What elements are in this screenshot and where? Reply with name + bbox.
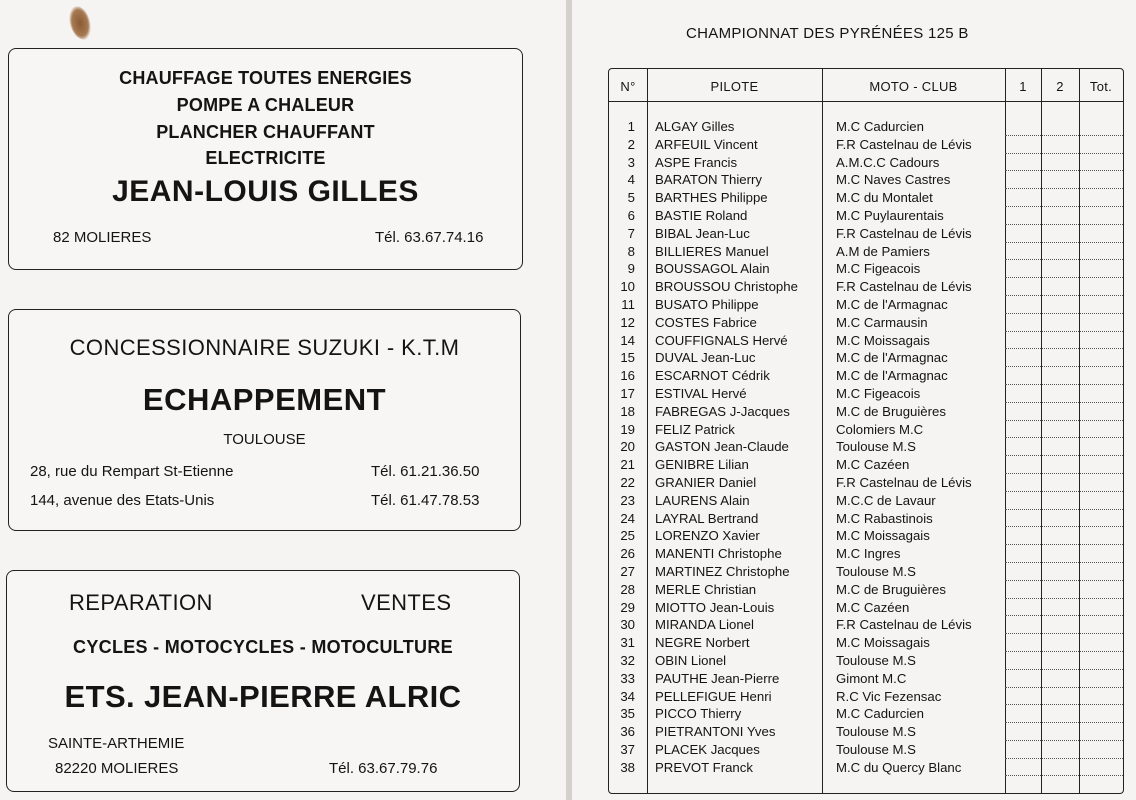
ad-company-name: ETS. JEAN-PIERRE ALRIC [64,679,462,714]
header-pilot: PILOTE [710,79,759,94]
score-line [1005,154,1123,172]
table-row [609,527,1123,545]
row-pilot: ASPE Francis [655,154,738,170]
row-club: Colomiers M.C [836,421,924,437]
table-row [609,225,1123,243]
stain-mark [67,4,94,41]
row-number: 1 [627,119,635,134]
row-pilot: FABREGAS J-Jacques [655,403,790,419]
row-pilot: MIRANDA Lionel [655,617,754,633]
row-number: 34 [620,688,635,704]
row-number: 26 [620,546,635,562]
score-line [1005,136,1123,154]
row-number: 23 [620,492,635,508]
row-club: R.C Vic Fezensac [836,688,942,704]
ad-town: SAINTE-ARTHEMIE [48,735,185,752]
row-club: M.C Moissagais [836,635,930,651]
table-row [609,634,1123,652]
row-club: M.C Cadurcien [836,706,924,722]
row-pilot: COUFFIGNALS Hervé [655,332,788,348]
score-line [1005,474,1123,492]
row-number: 10 [620,279,635,295]
score-line [1005,545,1123,563]
table-row [609,723,1123,741]
ad-address: 144, avenue des Etats-Unis [30,492,215,509]
row-pilot: GENIBRE Lilian [655,457,749,473]
row-club: M.C de l'Armagnac [836,296,948,312]
row-pilot: LORENZO Xavier [655,528,760,544]
row-number: 18 [620,403,635,419]
row-pilot: ESCARNOT Cédrik [655,368,770,384]
row-pilot: PICCO Thierry [655,706,742,722]
table-row [609,616,1123,634]
ad-phone: Tél. 61.21.36.50 [371,463,480,480]
row-club: M.C.C de Lavaur [836,492,936,508]
row-club: Toulouse M.S [836,652,916,668]
row-club: M.C de l'Armagnac [836,368,948,384]
row-number: 15 [620,350,635,366]
ad-line: ELECTRICITE [205,148,326,168]
row-pilot: LAYRAL Bertrand [655,510,759,526]
score-line [1005,652,1123,670]
score-line [1005,349,1123,367]
table-row [609,136,1123,154]
table-row [609,492,1123,510]
row-club: Toulouse M.S [836,439,916,455]
ad-headline: CONCESSIONNAIRE SUZUKI - K.T.M [69,335,460,360]
row-pilot: MIOTTO Jean-Louis [655,599,775,615]
row-club: Toulouse M.S [836,563,916,579]
score-line [1005,741,1123,759]
row-number: 38 [620,759,635,775]
ad-line: PLANCHER CHAUFFANT [156,122,375,142]
row-club: M.C Naves Castres [836,172,951,188]
score-line [1005,563,1123,581]
row-club: M.C du Quercy Blanc [836,759,962,775]
score-line [1005,189,1123,207]
row-club: Toulouse M.S [836,741,916,757]
left-page [0,0,566,800]
row-pilot: BUSATO Philippe [655,296,759,312]
row-number: 24 [620,510,635,526]
header-divider [609,101,1123,102]
score-line [1005,705,1123,723]
ad-company-name: JEAN-LOUIS GILLES [112,175,419,208]
row-number: 4 [627,172,635,188]
table-row [609,189,1123,207]
score-line [1005,278,1123,296]
row-number: 25 [620,528,635,544]
ad-right-word: VENTES [361,590,452,615]
row-pilot: MARTINEZ Christophe [655,563,790,579]
table-row [609,421,1123,439]
row-pilot: LAURENS Alain [655,492,750,508]
score-line [1005,581,1123,599]
score-line [1005,616,1123,634]
row-number: 9 [627,261,635,277]
row-club: F.R Castelnau de Lévis [836,225,972,241]
table-row [609,474,1123,492]
page-title: CHAMPIONNAT DES PYRÉNÉES 125 B [686,25,969,42]
row-number: 8 [627,243,635,259]
table-row [609,670,1123,688]
score-line [1005,688,1123,706]
row-club: F.R Castelnau de Lévis [836,474,972,490]
score-line [1005,118,1123,136]
table-row [609,652,1123,670]
row-number: 28 [620,581,635,597]
row-club: M.C de l'Armagnac [836,350,948,366]
table-body [609,118,1123,776]
table-row [609,545,1123,563]
row-club: M.C Moissagais [836,332,930,348]
row-club: Gimont M.C [836,670,907,686]
row-number: 17 [620,385,635,401]
row-number: 3 [627,154,635,170]
row-number: 31 [620,635,635,651]
header-run-2: 2 [1056,79,1064,94]
score-line [1005,759,1123,777]
row-pilot: ARFEUIL Vincent [655,136,758,152]
row-pilot: BROUSSOU Christophe [655,279,798,295]
row-pilot: DUVAL Jean-Luc [655,350,756,366]
row-club: M.C du Montalet [836,190,933,206]
score-line [1005,296,1123,314]
ad-left-word: REPARATION [69,590,213,615]
row-club: M.C Figeacois [836,261,921,277]
row-club: F.R Castelnau de Lévis [836,136,972,152]
table-row [609,688,1123,706]
row-pilot: PELLEFIGUE Henri [655,688,772,704]
row-club: Toulouse M.S [836,724,916,740]
header-num: N° [620,79,636,94]
row-pilot: BILLIERES Manuel [655,243,769,259]
row-club: A.M de Pamiers [836,243,930,259]
row-pilot: COSTES Fabrice [655,314,757,330]
row-club: F.R Castelnau de Lévis [836,617,972,633]
row-club: M.C Cadurcien [836,119,924,134]
table-row [609,705,1123,723]
table-row [609,438,1123,456]
row-number: 22 [620,474,635,490]
row-pilot: GASTON Jean-Claude [655,439,789,455]
row-number: 29 [620,599,635,615]
score-line [1005,527,1123,545]
score-line [1005,670,1123,688]
row-pilot: PAUTHE Jean-Pierre [655,670,780,686]
row-number: 6 [627,207,635,223]
row-number: 11 [621,296,635,312]
table-row [609,332,1123,350]
score-line [1005,171,1123,189]
table-row [609,563,1123,581]
table-row [609,207,1123,225]
table-row [609,296,1123,314]
header-run-1: 1 [1019,79,1027,94]
row-club: M.C Ingres [836,546,901,562]
score-line [1005,225,1123,243]
row-club: M.C Puylaurentais [836,207,944,223]
ad-phone: Tél. 63.67.79.76 [329,760,438,777]
row-number: 37 [620,741,635,757]
table-row [609,367,1123,385]
score-line [1005,314,1123,332]
row-pilot: PLACEK Jacques [655,741,760,757]
table-row [609,154,1123,172]
row-pilot: BARATON Thierry [655,172,762,188]
row-pilot: ESTIVAL Hervé [655,385,747,401]
table-row [609,456,1123,474]
ad-line: CHAUFFAGE TOUTES ENERGIES [119,68,412,88]
row-number: 5 [627,190,635,206]
score-line [1005,438,1123,456]
table-row [609,581,1123,599]
score-line [1005,332,1123,350]
row-pilot: GRANIER Daniel [655,474,757,490]
score-line [1005,634,1123,652]
row-number: 20 [620,439,635,455]
row-number: 19 [620,421,635,437]
score-line [1005,367,1123,385]
row-number: 14 [620,332,635,348]
row-club: M.C Carmausin [836,314,928,330]
row-number: 33 [620,670,635,686]
row-number: 7 [627,225,635,241]
table-row [609,118,1123,136]
score-line [1005,723,1123,741]
row-pilot: FELIZ Patrick [655,421,735,437]
row-pilot: ALGAY Gilles [655,119,735,134]
row-number: 27 [620,563,635,579]
row-club: M.C Rabastinois [836,510,933,526]
row-pilot: PIETRANTONI Yves [655,724,776,740]
ad-line: POMPE A CHALEUR [176,95,355,115]
score-line [1005,456,1123,474]
ad-phone: Tél. 63.67.74.16 [375,229,484,246]
table-row [609,510,1123,528]
score-line [1005,510,1123,528]
score-line [1005,403,1123,421]
row-pilot: BOUSSAGOL Alain [655,261,770,277]
row-club: F.R Castelnau de Lévis [836,279,972,295]
table-row [609,243,1123,261]
row-pilot: NEGRE Norbert [655,635,750,651]
row-pilot: OBIN Lionel [655,652,727,668]
row-number: 2 [627,136,635,152]
row-club: M.C Moissagais [836,528,930,544]
ad-zip-city: 82220 MOLIERES [55,760,179,777]
ad-jean-pierre-alric [6,570,520,792]
row-number: 21 [620,457,635,473]
table-row [609,171,1123,189]
score-line [1005,492,1123,510]
ad-echappement [8,309,521,531]
row-club: A.M.C.C Cadours [836,154,940,170]
right-page [572,0,1136,800]
score-line [1005,260,1123,278]
table-row [609,385,1123,403]
ad-phone: Tél. 61.47.78.53 [371,492,480,509]
row-pilot: BASTIE Roland [655,207,748,223]
table-row [609,403,1123,421]
row-number: 30 [620,617,635,633]
ad-city: 82 MOLIERES [53,229,152,246]
row-club: M.C Figeacois [836,385,921,401]
ad-subline: CYCLES - MOTOCYCLES - MOTOCULTURE [73,637,453,657]
row-number: 35 [620,706,635,722]
header-total: Tot. [1089,79,1113,94]
row-number: 32 [620,652,635,668]
score-line [1005,207,1123,225]
score-line [1005,243,1123,261]
ad-address: 28, rue du Rempart St-Etienne [30,463,234,480]
row-pilot: MANENTI Christophe [655,546,782,562]
row-number: 16 [620,368,635,384]
row-pilot: MERLE Christian [655,581,757,597]
row-pilot: PREVOT Franck [655,759,753,775]
score-line [1005,385,1123,403]
table-row [609,260,1123,278]
table-row [609,741,1123,759]
row-club: M.C de Bruguières [836,403,946,419]
row-club: M.C Cazéen [836,599,910,615]
table-row [609,759,1123,777]
row-pilot: BIBAL Jean-Luc [655,225,750,241]
row-club: M.C Cazéen [836,457,910,473]
row-number: 36 [620,724,635,740]
table-row [609,314,1123,332]
table-row [609,599,1123,617]
score-line [1005,421,1123,439]
header-club: MOTO - CLUB [869,79,958,94]
results-table [608,68,1124,794]
ad-jean-louis-gilles [8,48,523,270]
score-line [1005,599,1123,617]
row-club: M.C de Bruguières [836,581,946,597]
table-row [609,278,1123,296]
table-row [609,349,1123,367]
row-pilot: BARTHES Philippe [655,190,768,206]
row-number: 12 [620,314,635,330]
ad-town: TOULOUSE [223,431,306,448]
ad-company-name: ECHAPPEMENT [142,382,387,417]
